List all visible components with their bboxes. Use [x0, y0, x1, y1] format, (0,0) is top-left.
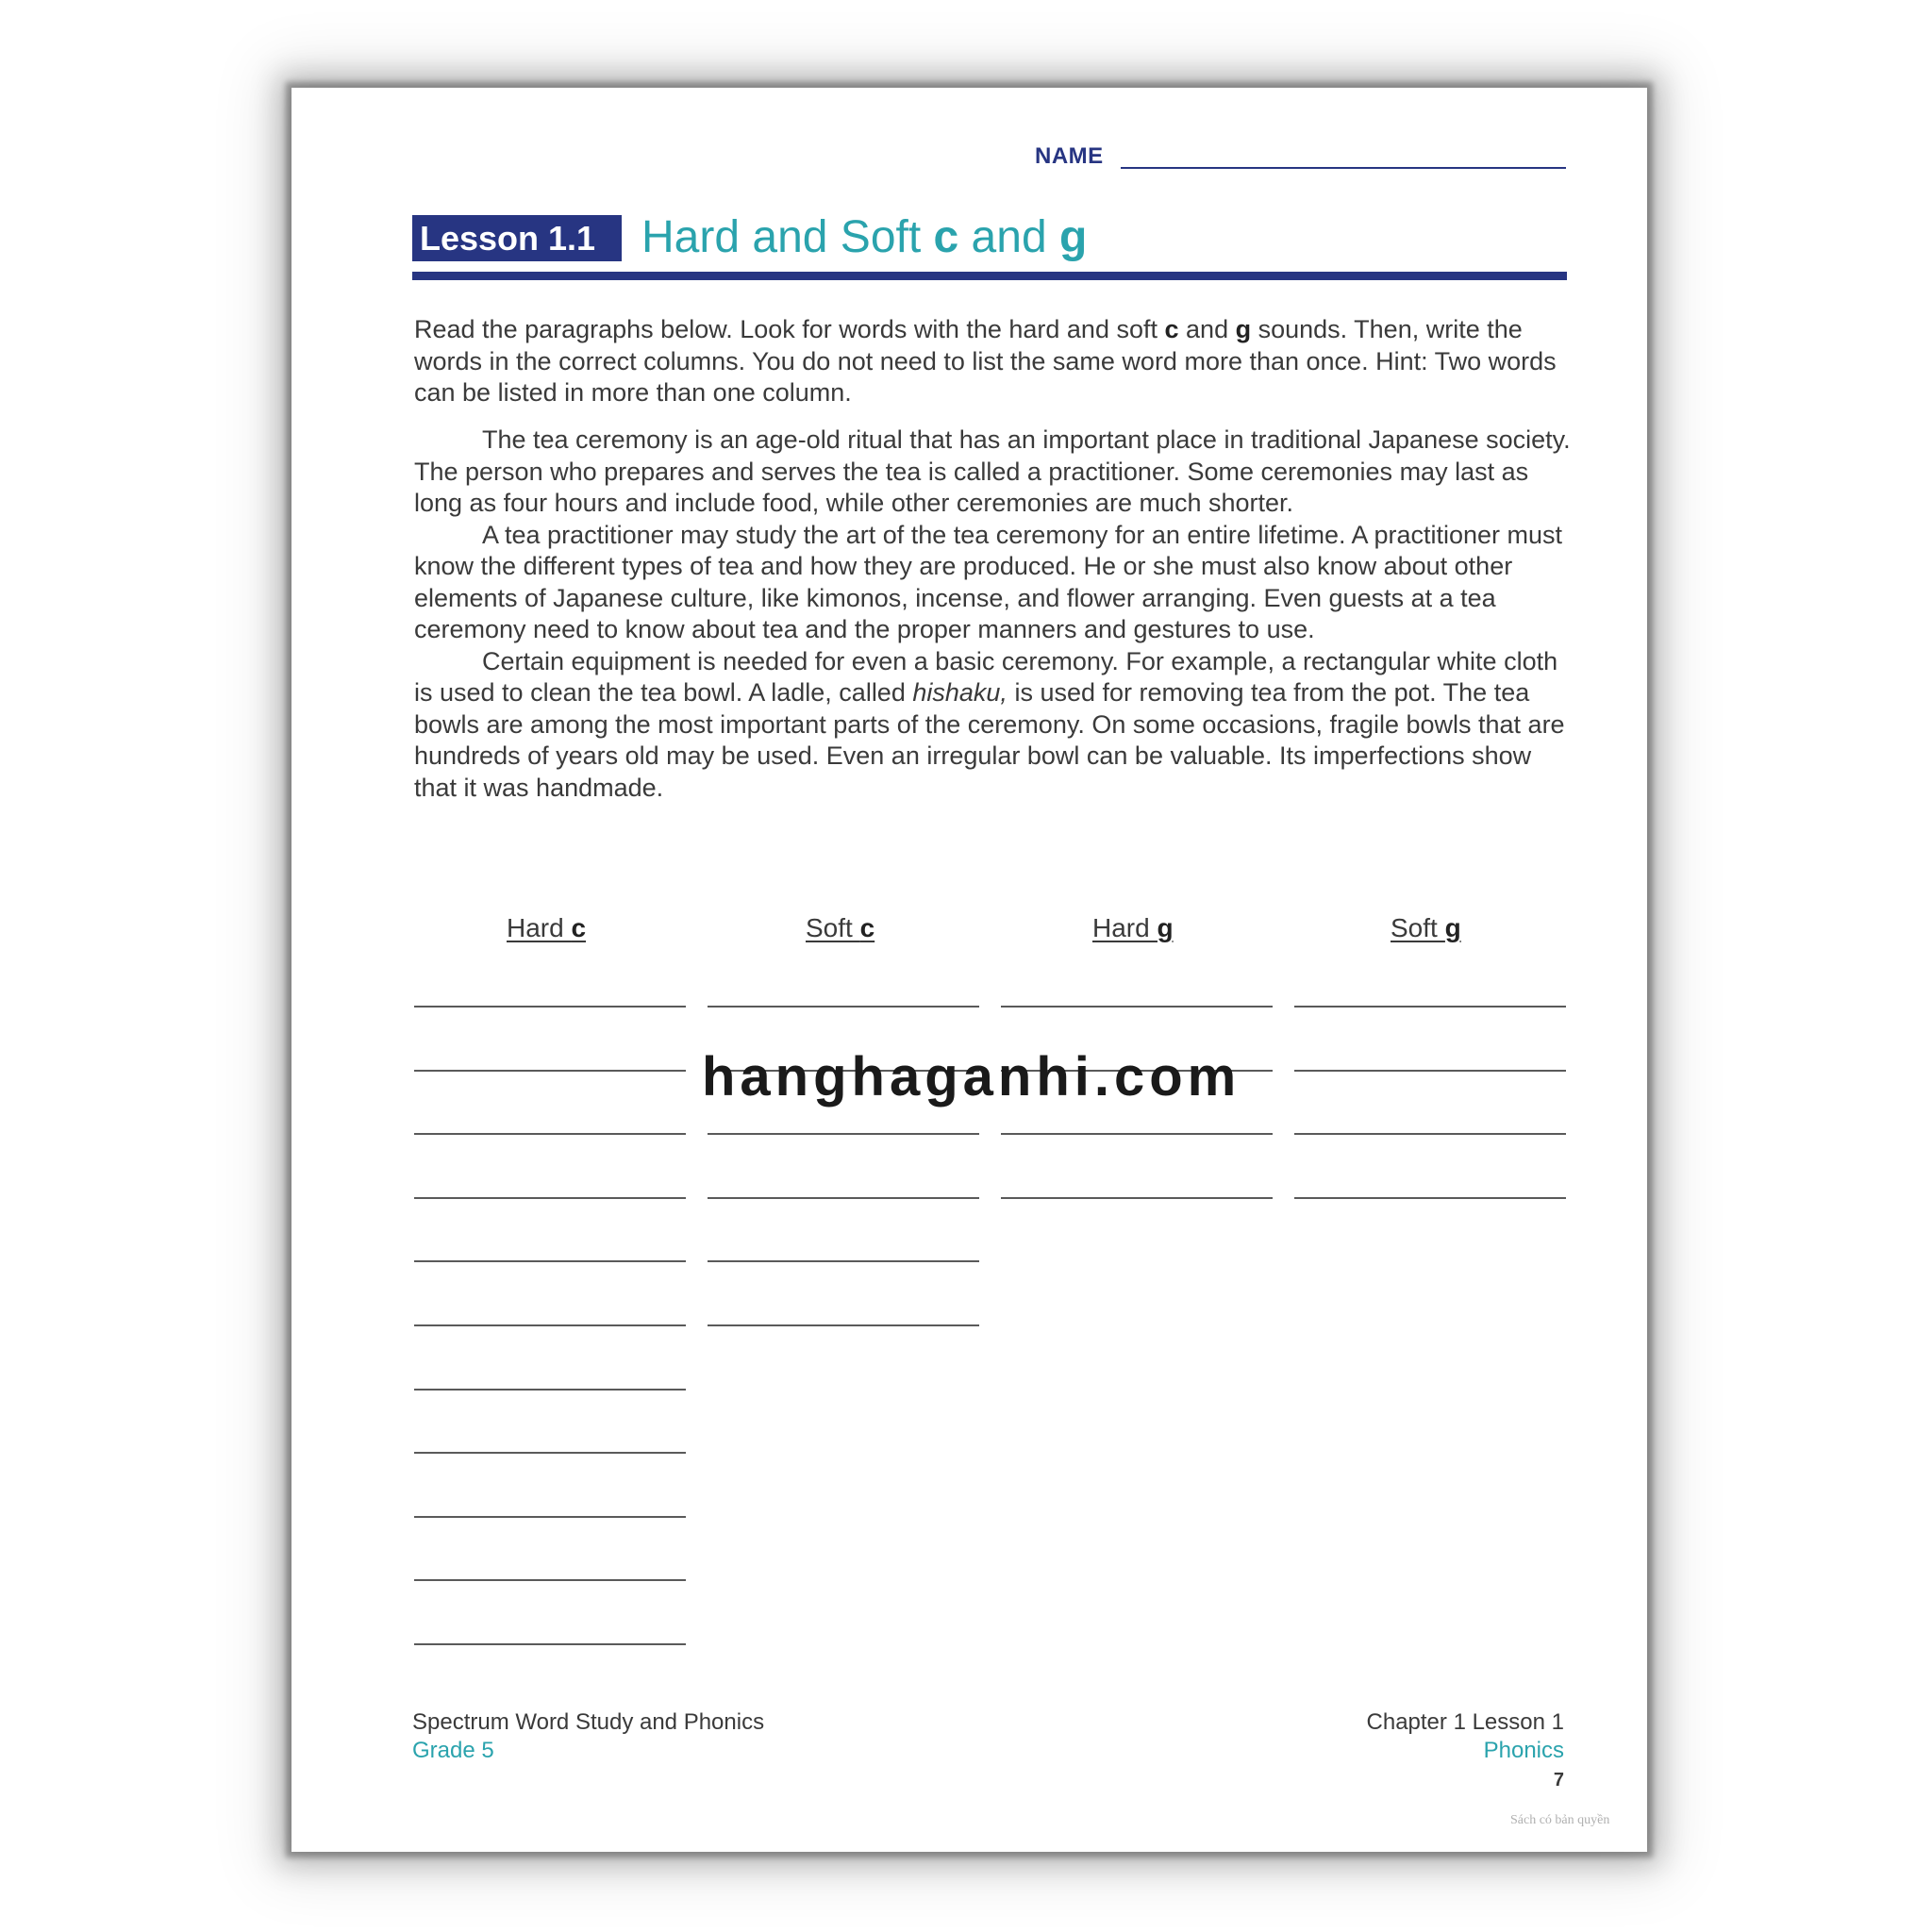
answer-blank-line[interactable]	[708, 1006, 979, 1008]
column-header-letter: c	[571, 913, 587, 942]
answer-blank-line[interactable]	[414, 1389, 686, 1391]
column-header-hard-g	[1092, 913, 1174, 943]
column-header-label: Hard	[507, 913, 572, 942]
column-header-letter: g	[1444, 913, 1461, 942]
footer-grade: Grade 5	[412, 1738, 494, 1763]
answer-blank-line[interactable]	[414, 1260, 686, 1262]
footer-chapter: Chapter 1 Lesson 1	[1366, 1709, 1564, 1735]
column-header-soft-g	[1391, 913, 1461, 943]
passage-paragraph-1: The tea ceremony is an age-old ritual that has an important place in traditional Japanese society. The person who prepares and serves the tea is called a practitioner. Some ceremonies may last as long as four hours and include food, while other ceremonies are much shorter.	[414, 425, 1571, 517]
answer-blank-line[interactable]	[1001, 1133, 1273, 1135]
answer-blank-line[interactable]	[708, 1260, 979, 1262]
lesson-title-part2: and	[958, 212, 1059, 262]
passage-p3-before: Certain equipment is needed for even a basic ceremony. For example, a rectangular white cloth is used to clean the tea bowl. A ladle, called	[414, 646, 1558, 707]
answer-blank-line[interactable]	[414, 1133, 686, 1135]
instructions-part2: sounds. Then, write the words in the correct columns. You do not need to list the same word more than once. Hint: Two words can be listed in more than one column.	[414, 315, 1557, 407]
lesson-badge: Lesson 1.1	[412, 215, 622, 261]
answer-blank-line[interactable]	[414, 1579, 686, 1581]
answer-blank-line[interactable]	[1294, 1133, 1566, 1135]
page-number: 7	[1553, 1770, 1564, 1790]
reading-passage	[414, 425, 1574, 804]
answer-blank-line[interactable]	[708, 1133, 979, 1135]
instructions-c: c	[1164, 315, 1179, 343]
lesson-title	[641, 209, 1087, 266]
answer-blank-line[interactable]	[414, 1643, 686, 1645]
column-header-letter: g	[1157, 913, 1174, 942]
answer-blank-line[interactable]	[1294, 1070, 1566, 1072]
column-header-label: Soft	[806, 913, 860, 942]
column-header-soft-c	[806, 913, 874, 943]
title-rule	[412, 272, 1567, 280]
column-header-label: Soft	[1391, 913, 1445, 942]
lesson-title-c: c	[933, 212, 959, 262]
footer-topic: Phonics	[1483, 1738, 1564, 1763]
answer-blank-line[interactable]	[708, 1324, 979, 1326]
column-header-letter: c	[859, 913, 875, 942]
answer-blank-line[interactable]	[414, 1006, 686, 1008]
lesson-title-g: g	[1058, 212, 1088, 262]
answer-blank-line[interactable]	[414, 1452, 686, 1454]
passage-p3-italic: hishaku,	[912, 678, 1008, 707]
answer-blank-line[interactable]	[414, 1324, 686, 1326]
name-input-line[interactable]	[1121, 167, 1566, 169]
name-label: NAME	[1035, 143, 1104, 169]
column-header-label: Hard	[1092, 913, 1158, 942]
passage-paragraph-2: A tea practitioner may study the art of the tea ceremony for an entire lifetime. A practitioner must know the different types of tea and how they are produced. He or she must also know about other elements of Japanese culture, like kimonos, incense, and flower arranging. Even guests at a tea ceremony need to know about tea and the proper manners and gestures to use.	[414, 520, 1563, 643]
instructions-g: g	[1235, 315, 1252, 343]
lesson-title-part1: Hard and Soft	[641, 212, 934, 262]
answer-blank-line[interactable]	[414, 1197, 686, 1199]
answer-blank-line[interactable]	[1294, 1197, 1566, 1199]
column-header-hard-c	[507, 913, 586, 943]
instructions-and: and	[1178, 315, 1236, 343]
copyright-note: Sách có bản quyền	[1510, 1813, 1610, 1827]
watermark: hanghaganhi.com	[702, 1046, 1241, 1108]
answer-blank-line[interactable]	[414, 1070, 686, 1072]
answer-blank-line[interactable]	[1001, 1197, 1273, 1199]
answer-blank-line[interactable]	[1294, 1006, 1566, 1008]
instructions-part1: Read the paragraphs below. Look for words with the hard and soft	[414, 315, 1165, 343]
answer-blank-line[interactable]	[708, 1197, 979, 1199]
answer-blank-line[interactable]	[414, 1516, 686, 1518]
passage-p3-after: is used for removing tea from the pot. The tea bowls are among the most important parts of the ceremony. On some occasions, fragile bowls that are hundreds of years old may be used. Even an irregular bowl can be valuable. Its imperfections show that it was handmade.	[414, 678, 1565, 802]
passage-paragraph-3	[414, 646, 1574, 805]
footer-book-title: Spectrum Word Study and Phonics	[412, 1709, 765, 1735]
answer-blank-line[interactable]	[1001, 1006, 1273, 1008]
instructions	[414, 314, 1574, 409]
